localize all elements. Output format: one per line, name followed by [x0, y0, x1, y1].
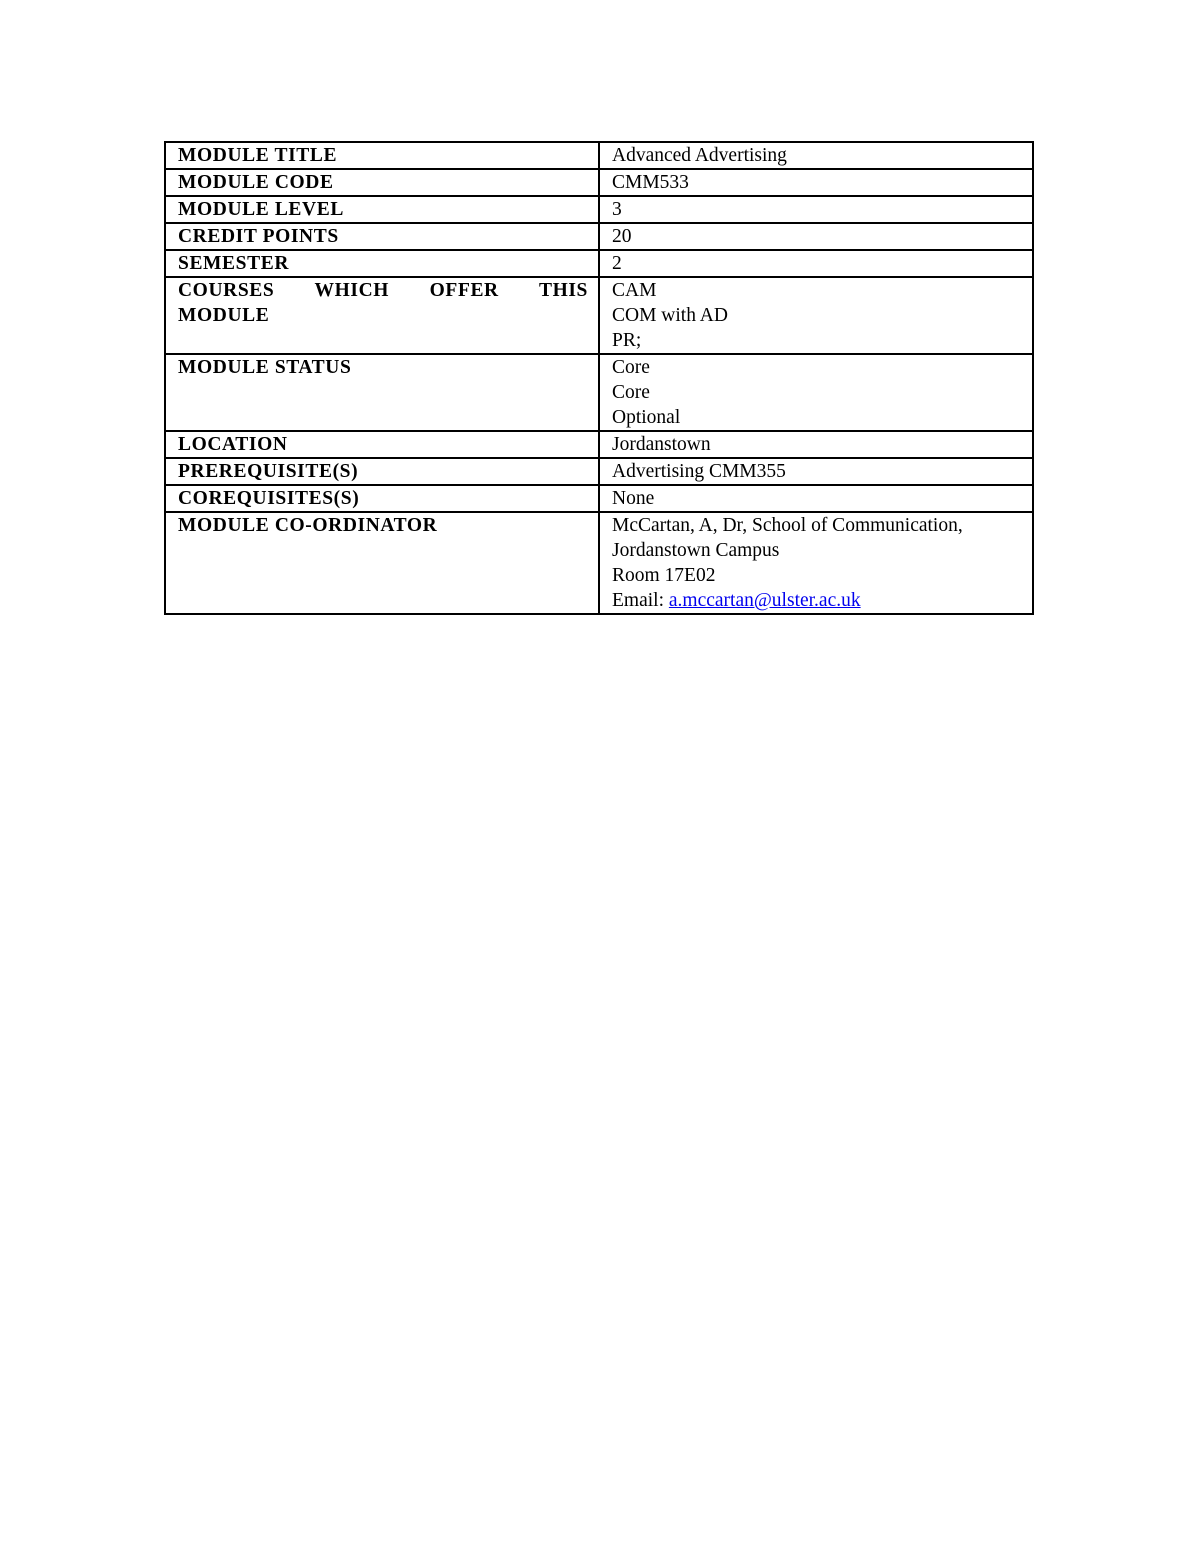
module-code-value: CMM533 — [599, 169, 1033, 196]
status-item: Core — [612, 357, 650, 378]
email-link[interactable]: a.mccartan@ulster.ac.uk — [668, 590, 861, 611]
coordinator-campus-line: Jordanstown Campus — [612, 540, 780, 561]
coordinator-email-line — [612, 588, 1022, 613]
prerequisites-value: Advertising CMM355 — [599, 458, 1033, 485]
module-info-table — [164, 141, 1034, 615]
credit-points-label: CREDIT POINTS — [165, 223, 599, 250]
table-row-courses — [165, 277, 1033, 354]
module-status-label: MODULE STATUS — [165, 354, 599, 431]
corequisites-label: COREQUISITES(S) — [165, 485, 599, 512]
location-label: LOCATION — [165, 431, 599, 458]
table-row-module-coordinator — [165, 512, 1033, 614]
table-row-prerequisites — [165, 458, 1033, 485]
semester-value: 2 — [599, 250, 1033, 277]
module-coordinator-label: MODULE CO-ORDINATOR — [165, 512, 599, 614]
table-row-module-code — [165, 169, 1033, 196]
module-coordinator-value-cell — [599, 512, 1033, 614]
table-row-corequisites — [165, 485, 1033, 512]
credit-points-value: 20 — [599, 223, 1033, 250]
location-value: Jordanstown — [599, 431, 1033, 458]
table-row-credit-points — [165, 223, 1033, 250]
course-item: CAM — [612, 280, 657, 301]
coordinator-name-line: McCartan, A, Dr, School of Communication, — [612, 515, 963, 536]
table-row-module-status — [165, 354, 1033, 431]
module-level-label: MODULE LEVEL — [165, 196, 599, 223]
module-status-value-cell — [599, 354, 1033, 431]
corequisites-value: None — [599, 485, 1033, 512]
course-item: PR; — [612, 330, 642, 351]
courses-label-line-2: MODULE — [178, 305, 270, 326]
table-row-semester — [165, 250, 1033, 277]
module-level-value: 3 — [599, 196, 1033, 223]
courses-label-cell — [165, 277, 599, 354]
email-prefix: Email: — [612, 590, 669, 611]
courses-label-line-1: COURSES WHICH OFFER THIS — [178, 280, 588, 301]
table-row-module-title — [165, 142, 1033, 169]
prerequisites-label: PREREQUISITE(S) — [165, 458, 599, 485]
module-title-label: MODULE TITLE — [165, 142, 599, 169]
course-item: COM with AD — [612, 305, 728, 326]
semester-label: SEMESTER — [165, 250, 599, 277]
module-title-value: Advanced Advertising — [599, 142, 1033, 169]
table-row-module-level — [165, 196, 1033, 223]
module-code-label: MODULE CODE — [165, 169, 599, 196]
courses-value-cell — [599, 277, 1033, 354]
table-row-location — [165, 431, 1033, 458]
status-item: Optional — [612, 407, 681, 428]
status-item: Core — [612, 382, 650, 403]
coordinator-room-line: Room 17E02 — [612, 565, 716, 586]
